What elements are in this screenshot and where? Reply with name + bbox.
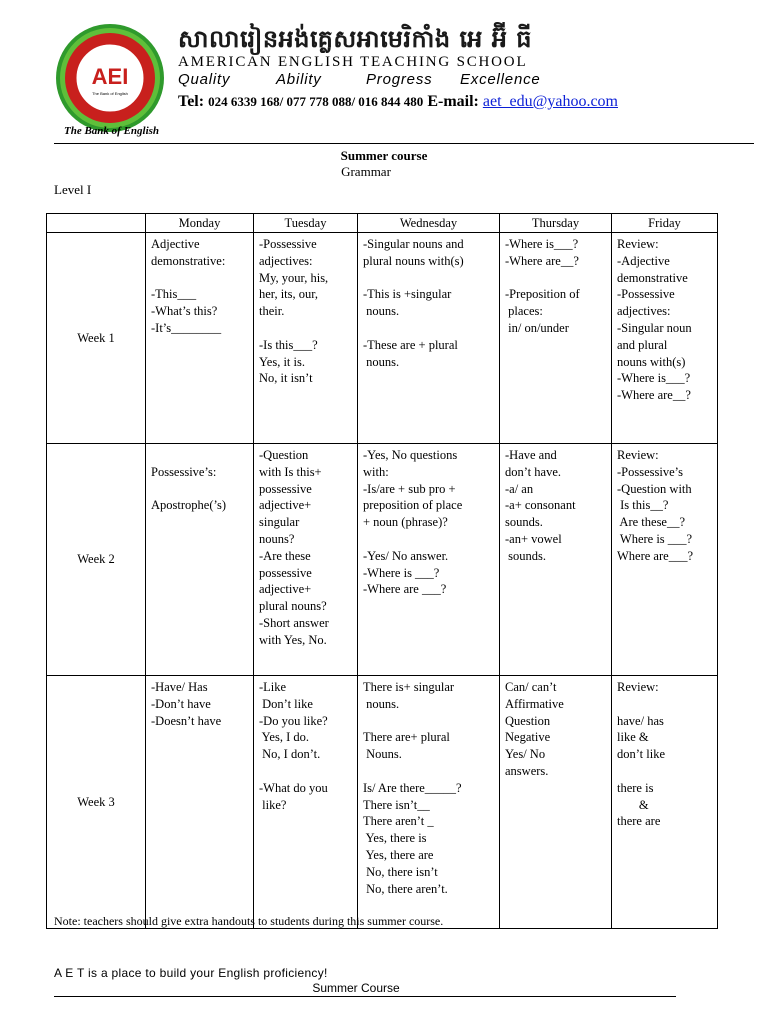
lesson-cell-tuesday xyxy=(254,233,358,444)
lesson-line xyxy=(363,320,494,337)
lesson-line: Yes/ No xyxy=(505,747,546,762)
lesson-line: -Have/ Has xyxy=(151,680,208,694)
lesson-line: Adjective xyxy=(151,237,200,251)
lesson-line: have/ has xyxy=(617,713,664,728)
lesson-line: plural nouns? xyxy=(259,599,327,614)
day-header-tuesday: Tuesday xyxy=(254,214,358,233)
lesson-line: adjectives: xyxy=(617,304,671,319)
teacher-note: Note: teachers should give extra handouts to students during this summer course. xyxy=(54,914,444,928)
lesson-line: -Where is___? xyxy=(505,237,579,251)
lesson-line: There are+ plural xyxy=(363,730,450,745)
motto-quality: Quality xyxy=(178,71,231,88)
lesson-line: There isn’t__ xyxy=(363,797,430,812)
day-header-monday: Monday xyxy=(146,214,254,233)
lesson-line: No, there isn’t xyxy=(363,864,438,879)
lesson-line: -Is/are + sub pro + xyxy=(363,481,456,496)
lesson-line: & xyxy=(617,797,649,812)
lesson-line: -a+ consonant xyxy=(505,498,576,513)
lesson-line: -Yes, No questions xyxy=(363,448,458,462)
lesson-line: + noun (phrase)? xyxy=(363,515,448,530)
lesson-line: nouns? xyxy=(259,531,295,546)
lesson-line: -Preposition of xyxy=(505,287,580,302)
lesson-line: sounds. xyxy=(505,548,546,563)
day-header-thursday: Thursday xyxy=(500,214,612,233)
lesson-line: Possessive’s: xyxy=(151,464,217,479)
lesson-line: -Where is ___? xyxy=(363,565,440,580)
lesson-line: nouns. xyxy=(363,304,400,319)
lesson-line: Affirmative xyxy=(505,696,564,711)
lesson-line: adjective+ xyxy=(259,498,312,513)
lesson-line: Is/ Are there_____? xyxy=(363,780,462,795)
lesson-line: preposition of place xyxy=(363,498,463,513)
lesson-line xyxy=(505,270,606,287)
day-header-wednesday: Wednesday xyxy=(358,214,500,233)
footer-slogan: A E T is a place to build your English proficiency! xyxy=(54,966,328,980)
lesson-line: demonstrative: xyxy=(151,253,226,268)
lesson-line: -Short answer xyxy=(259,615,329,630)
lesson-cell-monday xyxy=(146,676,254,929)
lesson-line: -These are + plural xyxy=(363,337,458,352)
lesson-line: Yes, I do. xyxy=(259,730,310,745)
lesson-line: -an+ vowel xyxy=(505,531,562,546)
school-name: AMERICAN ENGLISH TEACHING SCHOOL xyxy=(178,54,528,70)
lesson-line: Question xyxy=(505,713,551,728)
lesson-line: Negative xyxy=(505,730,551,745)
lesson-line: demonstrative xyxy=(617,270,688,285)
logo-initials: AEI xyxy=(91,64,129,89)
lesson-cell-friday xyxy=(612,233,718,444)
lesson-cell-wednesday xyxy=(358,676,500,929)
lesson-line: and plural xyxy=(617,337,668,352)
school-name-khmer: សាលារៀនអង់គ្លេសអាមេរិកាំង អេ អ៊ី ធី xyxy=(178,25,533,53)
lesson-line: No, I don’t. xyxy=(259,747,321,762)
week-row xyxy=(47,676,718,929)
lesson-line: there is xyxy=(617,780,654,795)
lesson-line: -Is this___? xyxy=(259,337,318,352)
week-label: Week 3 xyxy=(47,676,146,929)
lesson-line xyxy=(151,447,248,464)
lesson-line: places: xyxy=(505,304,543,319)
day-header-friday: Friday xyxy=(612,214,718,233)
level-label: Level I xyxy=(54,182,92,197)
lesson-line: with Yes, No. xyxy=(259,632,327,647)
lesson-line: adjectives: xyxy=(259,253,313,268)
lesson-line: Review: xyxy=(617,448,659,462)
header-corner-cell xyxy=(47,214,146,233)
lesson-cell-tuesday xyxy=(254,676,358,929)
lesson-line: possessive xyxy=(259,481,312,496)
footer-course-title: Summer Course xyxy=(312,981,400,995)
lesson-line: answers. xyxy=(505,763,549,778)
lesson-line: possessive xyxy=(259,565,312,580)
lesson-line: -Singular noun xyxy=(617,320,692,335)
email-label: E-mail: xyxy=(427,93,479,110)
lesson-line: -Where is___? xyxy=(617,371,691,386)
lesson-line: like? xyxy=(259,797,287,812)
lesson-line: -a/ an xyxy=(505,481,534,496)
week-row xyxy=(47,233,718,444)
lesson-line: Yes, it is. xyxy=(259,354,305,369)
lesson-line: nouns with(s) xyxy=(617,354,686,369)
lesson-cell-thursday xyxy=(500,676,612,929)
lesson-line: sounds. xyxy=(505,515,543,530)
lesson-line: -Possessive xyxy=(617,287,675,302)
school-logo xyxy=(54,22,166,134)
email-link[interactable]: aet_edu@yahoo.com xyxy=(482,93,618,110)
lesson-cell-wednesday xyxy=(358,444,500,676)
lesson-line: nouns. xyxy=(363,354,400,369)
lesson-line: -This is +singular xyxy=(363,287,452,302)
lesson-line: No, it isn’t xyxy=(259,371,313,386)
document-subtitle: Grammar xyxy=(341,164,391,179)
lesson-line: -Adjective xyxy=(617,253,670,268)
lesson-line: their. xyxy=(259,304,285,319)
header-divider xyxy=(54,143,754,144)
lesson-line: Where are___? xyxy=(617,548,693,563)
lesson-line xyxy=(617,763,712,780)
lesson-line xyxy=(363,713,494,730)
lesson-line: don’t have. xyxy=(505,464,562,479)
lesson-cell-monday xyxy=(146,444,254,676)
lesson-line: don’t like xyxy=(617,747,666,762)
lesson-line: Yes, there is xyxy=(363,831,427,846)
lesson-cell-thursday xyxy=(500,444,612,676)
motto-progress: Progress xyxy=(366,71,433,88)
lesson-line xyxy=(151,481,248,498)
lesson-line: -It’s________ xyxy=(151,320,222,335)
lesson-line: -Have and xyxy=(505,448,557,462)
motto-excellence: Excellence xyxy=(460,71,541,88)
lesson-line: -Possessive xyxy=(259,237,317,251)
lesson-line: Nouns. xyxy=(363,747,402,762)
lesson-line: Review: xyxy=(617,237,659,251)
logo-inner-text: The Bank of English xyxy=(92,91,128,96)
lesson-line: singular xyxy=(259,515,300,530)
lesson-line: her, its, our, xyxy=(259,287,319,302)
lesson-line: with: xyxy=(363,464,389,479)
schedule-table xyxy=(46,213,718,929)
lesson-line: -Doesn’t have xyxy=(151,713,222,728)
lesson-line: -Yes/ No answer. xyxy=(363,548,449,563)
lesson-line xyxy=(259,763,352,780)
lesson-line: There is+ singular xyxy=(363,680,455,694)
lesson-line: -Singular nouns and xyxy=(363,237,464,251)
lesson-cell-friday xyxy=(612,444,718,676)
week-row xyxy=(47,444,718,676)
lesson-line: Yes, there are xyxy=(363,847,434,862)
lesson-line xyxy=(259,320,352,337)
lesson-line: There aren’t _ xyxy=(363,814,434,829)
lesson-line: with Is this+ xyxy=(259,464,322,479)
lesson-line: Can/ can’t xyxy=(505,680,557,694)
lesson-cell-monday xyxy=(146,233,254,444)
tel-label: Tel: xyxy=(178,93,205,110)
lesson-cell-tuesday xyxy=(254,444,358,676)
lesson-line: adjective+ xyxy=(259,582,312,597)
lesson-line: there are xyxy=(617,814,661,829)
lesson-line: nouns. xyxy=(363,696,400,711)
footer-divider xyxy=(54,996,676,997)
lesson-line xyxy=(363,763,494,780)
lesson-line: -Where are__? xyxy=(505,253,579,268)
lesson-line: Apostrophe(’s) xyxy=(151,498,226,513)
lesson-line: My, your, his, xyxy=(259,270,329,285)
lesson-line: -Like xyxy=(259,680,287,694)
lesson-line: -What’s this? xyxy=(151,304,218,319)
lesson-line xyxy=(363,531,494,548)
lesson-line: Don’t like xyxy=(259,696,313,711)
lesson-line: plural nouns with(s) xyxy=(363,253,464,268)
lesson-line: Review: xyxy=(617,680,659,694)
lesson-line xyxy=(363,270,494,287)
school-motto xyxy=(178,71,541,88)
lesson-line: Where is ___? xyxy=(617,531,693,546)
lesson-cell-wednesday xyxy=(358,233,500,444)
lesson-line: -Question with xyxy=(617,481,692,496)
lesson-cell-thursday xyxy=(500,233,612,444)
lesson-line: -Where are ___? xyxy=(363,582,447,597)
lesson-line: -Question xyxy=(259,448,309,462)
motto-ability: Ability xyxy=(276,71,322,88)
lesson-line: -Possessive’s xyxy=(617,464,683,479)
lesson-line: in/ on/under xyxy=(505,320,569,335)
lesson-line: Is this__? xyxy=(617,498,669,513)
week-label: Week 1 xyxy=(47,233,146,444)
lesson-line xyxy=(617,696,712,713)
lesson-line: -Don’t have xyxy=(151,696,211,711)
lesson-line: -Do you like? xyxy=(259,713,328,728)
lesson-line: No, there aren’t. xyxy=(363,881,448,896)
lesson-cell-friday xyxy=(612,676,718,929)
lesson-line: -What do you xyxy=(259,780,328,795)
lesson-line: like & xyxy=(617,730,649,745)
phone-numbers: 024 6339 168/ 077 778 088/ 016 844 480 xyxy=(208,94,424,109)
week-label: Week 2 xyxy=(47,444,146,676)
lesson-line: -Are these xyxy=(259,548,311,563)
lesson-line: -This___ xyxy=(151,287,197,302)
contact-line xyxy=(178,93,618,111)
lesson-line: Are these__? xyxy=(617,515,686,530)
table-header-row xyxy=(47,214,718,233)
school-tagline: The Bank of English xyxy=(64,125,160,137)
lesson-line: -Where are__? xyxy=(617,388,691,403)
document-title: Summer course xyxy=(340,148,428,163)
lesson-line xyxy=(151,270,248,287)
